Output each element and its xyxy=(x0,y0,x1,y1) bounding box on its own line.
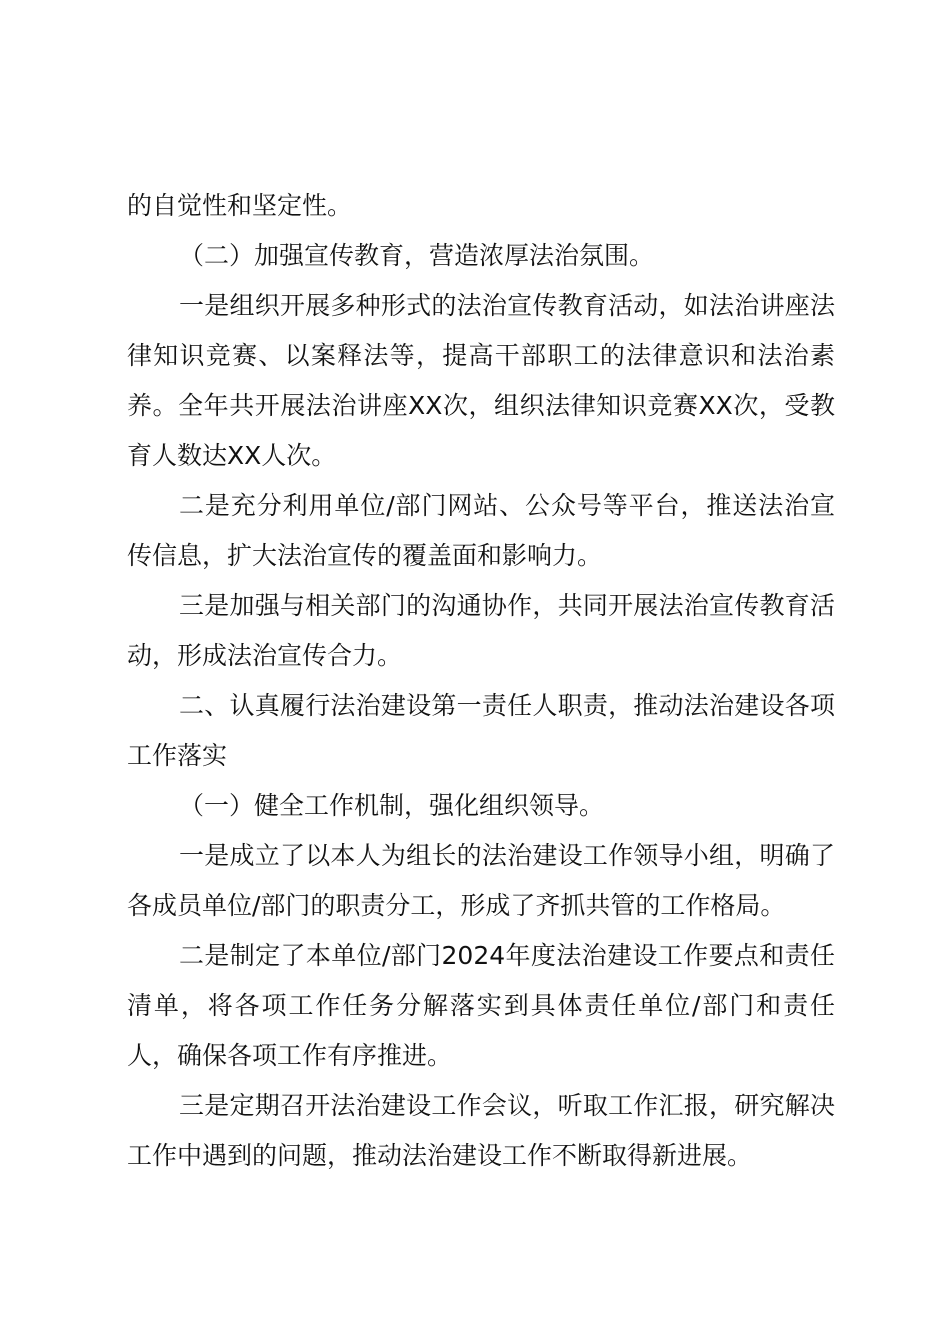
paragraph-work-plan: 二是制定了本单位/部门2024年度法治建设工作要点和责任清单，将各项工作任务分解落实到具体责任单位/部门和责任人，确保各项工作有序推进。 xyxy=(127,941,835,1070)
paragraph-activities: 一是组织开展多种形式的法治宣传教育活动，如法治讲座法律知识竞赛、以案释法等，提高干部职工的法律意识和法治素养。全年共开展法治讲座XX次，组织法律知识竞赛XX次，受教育人数达XX人次。 xyxy=(127,291,835,470)
paragraph-cooperation: 三是加强与相关部门的沟通协作，共同开展法治宣传教育活动，形成法治宣传合力。 xyxy=(127,591,835,670)
paragraph-leading-group: 一是成立了以本人为组长的法治建设工作领导小组，明确了各成员单位/部门的职责分工，形成了齐抓共管的工作格局。 xyxy=(127,841,835,920)
chapter-heading-responsibility: 二、认真履行法治建设第一责任人职责，推动法治建设各项工作落实 xyxy=(127,691,835,770)
paragraph-continuation: 的自觉性和坚定性。 xyxy=(127,191,353,220)
section-heading-publicity: （二）加强宣传教育，营造浓厚法治氛围。 xyxy=(179,241,655,270)
paragraph-meetings: 三是定期召开法治建设工作会议，听取工作汇报，研究解决工作中遇到的问题，推动法治建设工作不断取得新进展。 xyxy=(127,1091,835,1170)
paragraph-platforms: 二是充分利用单位/部门网站、公众号等平台，推送法治宣传信息，扩大法治宣传的覆盖面和影响力。 xyxy=(127,491,835,570)
section-heading-mechanism: （一）健全工作机制，强化组织领导。 xyxy=(179,791,605,820)
document-body xyxy=(127,181,835,1181)
